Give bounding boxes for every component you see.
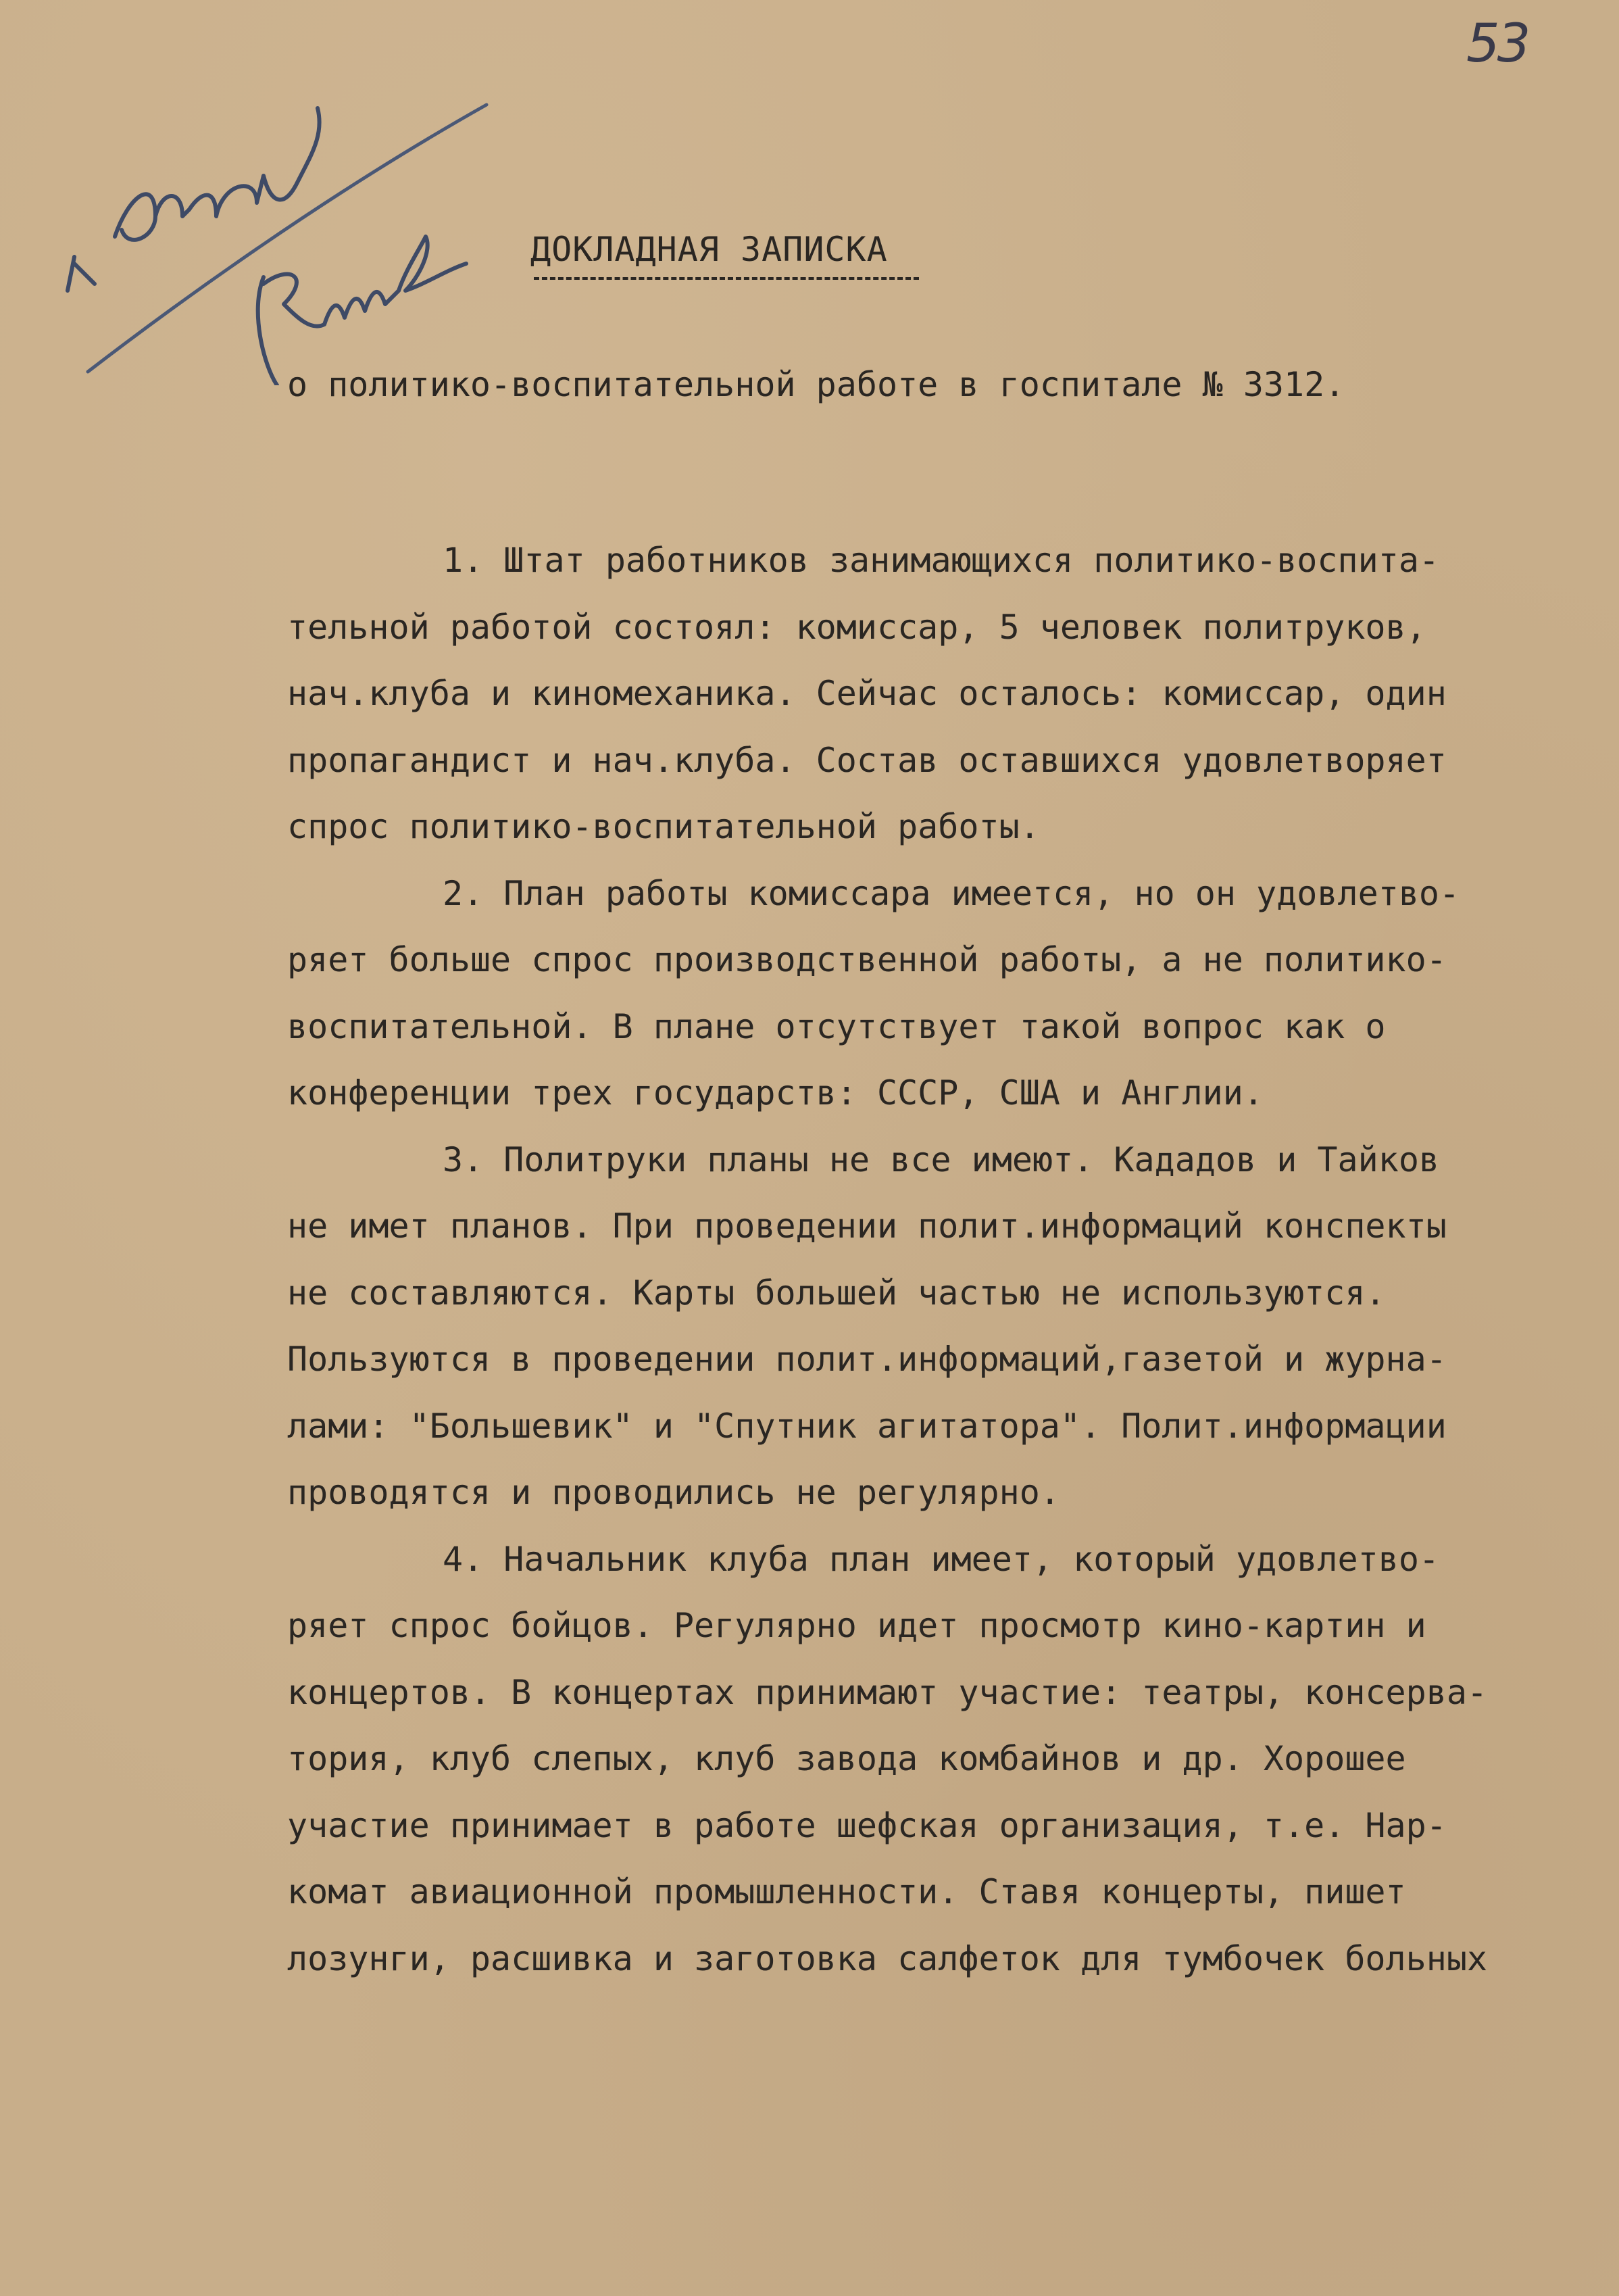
body-line: ряет спрос бойцов. Регулярно идет просмотр кино-картин и [287,1606,1426,1645]
body-line: участие принимает в работе шефская организация, т.е. Нар- [287,1805,1447,1845]
body-line: 3. Политруки планы не все имеют. Кададов и Тайков [443,1140,1440,1179]
body-line: спрос политико-воспитательной работы. [287,807,1040,846]
body-line: тория, клуб слепых, клуб завода комбайнов и др. Хорошее [287,1739,1406,1778]
body-line: нач.клуба и киномеханика. Сейчас осталось: комиссар, один [287,674,1447,713]
body-line: 4. Начальник клуба план имеет, который удовлетво- [443,1539,1440,1579]
body-line: комат авиационной промышленности. Ставя концерты, пишет [287,1872,1406,1911]
body-line: воспитательной. В плане отсутствует такой вопрос как о [287,1006,1386,1046]
body-line: конференции трех государств: СССР, США и Англии. [287,1073,1264,1113]
document-title: ДОКЛАДНАЯ ЗАПИСКА [530,230,888,269]
body-line: лозунги, расшивка и заготовка салфеток для тумбочек больных [287,1938,1488,1978]
document-body [287,527,1605,1992]
body-line: не имет планов. При проведении полит.информаций конспекты [287,1206,1447,1246]
body-line: Пользуются в проведении полит.информаций,газетой и журна- [287,1340,1447,1379]
handwritten-signature-scribble [258,237,466,385]
body-line: лами: "Большевик" и "Спутник агитатора". Полит.информации [287,1406,1447,1446]
body-line: 1. Штат работников занимающихся политико-воспита- [443,541,1440,580]
body-line: проводятся и проводились не регулярно. [287,1473,1060,1512]
body-line: ряет больше спрос производственной работы, а не политико- [287,940,1447,979]
title-underline [534,277,919,280]
body-line: пропагандист и нач.клуба. Состав оставшихся удовлетворяет [287,740,1447,780]
body-line: концертов. В концертах принимают участие: театры, консерва- [287,1672,1488,1712]
document-subtitle: о политико-воспитательной работе в госпитале № 3312. [287,365,1345,404]
body-line: 2. План работы комиссара имеется, но он удовлетво- [443,873,1460,913]
page-number: 53 [1466,14,1528,74]
body-line: не составляются. Карты большей частью не используются. [287,1273,1386,1313]
body-line: тельной работой состоял: комиссар, 5 человек политруков, [287,607,1426,647]
handwritten-annotation [41,101,514,385]
handwritten-note-scribble [68,108,320,291]
